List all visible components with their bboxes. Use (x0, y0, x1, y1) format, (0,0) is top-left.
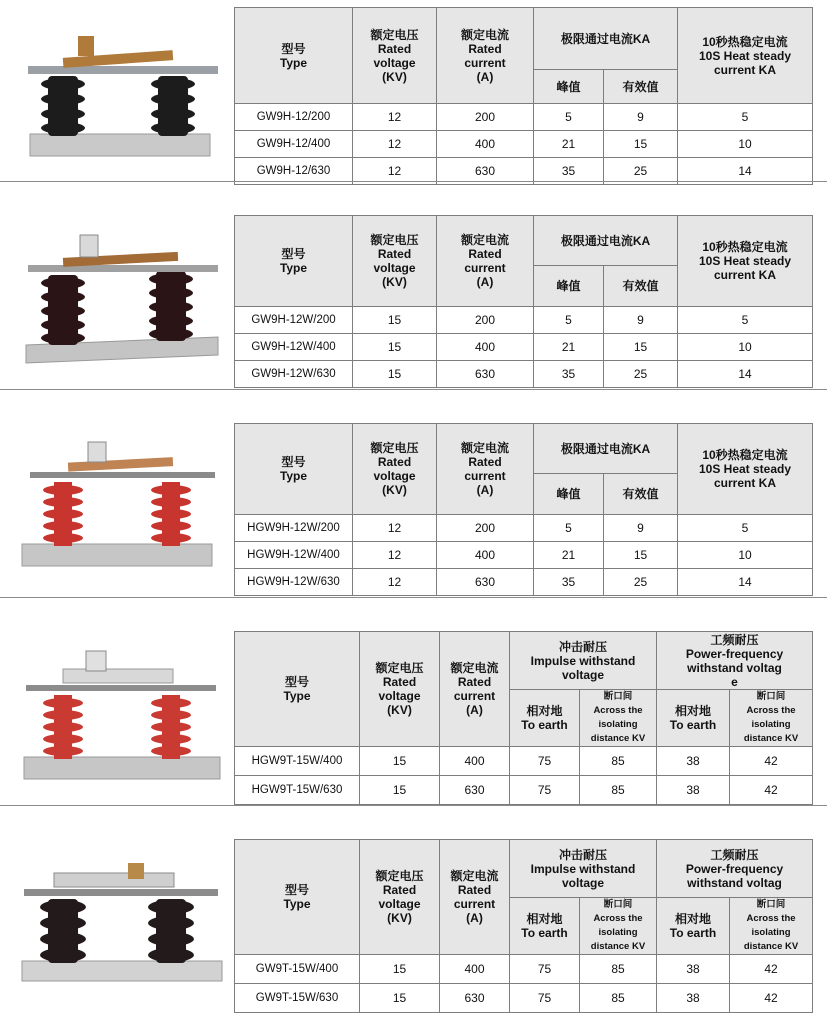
table-cell: 25 (604, 158, 678, 185)
table-cell: 85 (580, 776, 657, 805)
table-cell: 38 (657, 955, 730, 984)
table-cell: GW9H-12/400 (235, 131, 353, 158)
type-header (235, 8, 353, 104)
table-cell: 15 (360, 984, 440, 1013)
insulator-right (149, 271, 193, 341)
table-row (235, 514, 813, 541)
insulator-right (151, 695, 191, 759)
header-text: (KV) (387, 911, 412, 925)
header-text: 冲击耐压 (558, 847, 607, 862)
rated-current-header (440, 632, 510, 747)
header-text: 额定电流 (460, 27, 509, 42)
table-cell: 10 (678, 541, 813, 568)
header-text: isolating (598, 719, 638, 730)
rated-voltage-header (360, 840, 440, 955)
isolator-illustration (8, 14, 230, 164)
limit-current-header: 极限通过电流KA (534, 424, 678, 474)
header-text: 10秒热稳定电流 (702, 447, 788, 462)
header-text: Rated (457, 883, 492, 897)
table-cell: 15 (360, 747, 440, 776)
table-cell: 400 (437, 541, 534, 568)
table-cell: 14 (678, 360, 813, 387)
table-cell: 200 (437, 514, 534, 541)
header-text: Rated (377, 41, 412, 56)
header-text: voltage (561, 875, 604, 890)
table-cell: HGW9T-15W/630 (235, 776, 360, 805)
header-text: 额定电流 (460, 232, 509, 247)
table-cell: 630 (437, 568, 534, 595)
header-text: 10秒热稳定电流 (702, 239, 788, 254)
table-cell: 5 (678, 104, 813, 131)
table-cell: 12 (353, 104, 437, 131)
disconnect-switch-photo-5 (8, 855, 230, 985)
table-cell: 12 (353, 541, 437, 568)
table-cell: 15 (604, 541, 678, 568)
table-cell: 35 (534, 158, 604, 185)
header-text: Rated (382, 675, 417, 689)
table-cell: 15 (353, 333, 437, 360)
table-cell: 5 (678, 514, 813, 541)
header-text: current KA (713, 475, 776, 490)
disconnect-switch-photo-1 (8, 14, 230, 164)
rated-current-header (440, 840, 510, 955)
header-text: Rated (468, 454, 502, 469)
header-text: current KA (713, 62, 776, 77)
disconnect-switch-photo-4 (8, 645, 230, 785)
table-cell: 630 (440, 984, 510, 1013)
peak-header: 峰值 (534, 266, 604, 306)
insulator-left (41, 76, 85, 136)
insulator-left (41, 275, 85, 345)
section-divider (0, 805, 827, 806)
table-row (235, 131, 813, 158)
table-cell: 38 (657, 747, 730, 776)
table-cell: 15 (353, 306, 437, 333)
spec-table-4 (234, 631, 813, 805)
header-text: 型号 (284, 675, 309, 689)
rated-current-header (437, 424, 534, 515)
table-row (235, 776, 813, 805)
header-text: To earth (669, 926, 717, 940)
insulator-left (43, 695, 83, 759)
table-cell: HGW9H-12W/200 (235, 514, 353, 541)
limit-current-header: 极限通过电流KA (534, 8, 678, 70)
limit-current-header: 极限通过电流KA (534, 216, 678, 266)
table-cell: 35 (534, 360, 604, 387)
header-text: (A) (466, 703, 483, 717)
section-divider (0, 597, 827, 598)
table-cell: 10 (678, 131, 813, 158)
header-text: Power-frequency (685, 861, 784, 876)
to-earth-header (657, 690, 730, 747)
table-cell: 400 (440, 747, 510, 776)
type-header (235, 632, 360, 747)
header-text: 额定电压 (370, 440, 419, 455)
header-text: 型号 (281, 246, 306, 261)
header-text: 工频耐压 (710, 632, 759, 647)
table-cell: 85 (580, 747, 657, 776)
header-text: (KV) (382, 482, 407, 497)
header-text: voltage (373, 55, 416, 70)
header-text: distance KV (590, 941, 646, 952)
spec-table-1 (234, 7, 813, 185)
table-cell: 21 (534, 333, 604, 360)
table-cell: 12 (353, 158, 437, 185)
table-cell: 15 (353, 360, 437, 387)
header-text: 型号 (281, 41, 306, 56)
header-text: Type (279, 55, 308, 70)
table-cell: GW9T-15W/630 (235, 984, 360, 1013)
table-cell: 12 (353, 514, 437, 541)
header-text: Type (283, 897, 311, 911)
table-cell: 42 (730, 955, 813, 984)
peak-header: 峰值 (534, 70, 604, 104)
type-header (235, 424, 353, 515)
table-row (235, 104, 813, 131)
isolating-distance-header (730, 898, 813, 955)
table-cell: 9 (604, 104, 678, 131)
table-cell: 5 (678, 306, 813, 333)
table-cell: 400 (437, 333, 534, 360)
table-cell: 15 (360, 955, 440, 984)
power-frequency-header (657, 632, 813, 690)
header-text: voltage (378, 897, 421, 911)
insulator-right (151, 76, 195, 136)
header-text: 额定电流 (450, 661, 499, 675)
header-text: (A) (476, 69, 494, 84)
header-text: 额定电压 (375, 869, 424, 883)
table-cell: 630 (437, 158, 534, 185)
header-text: current (464, 260, 506, 275)
header-text: Across the (593, 913, 643, 924)
header-text: To earth (521, 718, 568, 732)
header-text: 冲击耐压 (558, 639, 607, 654)
header-text: voltage (373, 260, 416, 275)
table-cell: 9 (604, 514, 678, 541)
header-text: (KV) (382, 69, 407, 84)
table-cell: 15 (604, 131, 678, 158)
impulse-withstand-header (510, 632, 657, 690)
table-cell: HGW9H-12W/630 (235, 568, 353, 595)
header-text: isolating (751, 927, 791, 938)
table-row (235, 360, 813, 387)
table-cell: 42 (730, 776, 813, 805)
table-cell: 85 (580, 955, 657, 984)
table-cell: 25 (604, 360, 678, 387)
table-cell: 85 (580, 984, 657, 1013)
table-cell: 75 (510, 747, 580, 776)
table-row (235, 568, 813, 595)
header-text: 相对地 (674, 912, 711, 926)
header-text: Type (279, 468, 308, 483)
header-text: current (464, 55, 506, 70)
header-text: isolating (751, 719, 791, 730)
table-cell: 14 (678, 568, 813, 595)
header-text: current (453, 689, 496, 703)
table-cell: GW9T-15W/400 (235, 955, 360, 984)
header-text: 10S Heat steady (698, 48, 792, 63)
table-cell: HGW9H-12W/400 (235, 541, 353, 568)
table-cell: 400 (437, 131, 534, 158)
header-text: Rated (468, 41, 502, 56)
header-text: (A) (476, 274, 494, 289)
table-row (235, 306, 813, 333)
header-text: Across the (593, 705, 643, 716)
header-text: 相对地 (526, 704, 563, 718)
spec-table-5 (234, 839, 813, 1013)
table-cell: 42 (730, 984, 813, 1013)
header-text: Rated (377, 246, 412, 261)
header-text: Rated (377, 454, 412, 469)
header-text: distance KV (743, 733, 799, 744)
header-text: current (453, 897, 496, 911)
header-text: 相对地 (526, 912, 563, 926)
header-text: isolating (598, 927, 638, 938)
table-cell: 21 (534, 131, 604, 158)
table-cell: 5 (534, 514, 604, 541)
table-cell: 75 (510, 984, 580, 1013)
table-cell: 42 (730, 747, 813, 776)
heat-steady-header (678, 216, 813, 307)
table-cell: 75 (510, 955, 580, 984)
insulator-left (43, 482, 83, 546)
to-earth-header (657, 898, 730, 955)
header-text: distance KV (743, 941, 799, 952)
header-text: Impulse withstand (530, 653, 636, 668)
header-text: Type (283, 689, 311, 703)
header-text: Impulse withstand (530, 861, 636, 876)
insulator-right (151, 482, 191, 546)
insulator-right (148, 899, 194, 963)
type-header (235, 840, 360, 955)
isolating-distance-header (580, 690, 657, 747)
header-text: 10S Heat steady (698, 461, 792, 476)
header-text: 断口间 (603, 899, 633, 910)
table-cell: GW9H-12W/400 (235, 333, 353, 360)
table-cell: 400 (440, 955, 510, 984)
table-cell: GW9H-12W/200 (235, 306, 353, 333)
table-row (235, 541, 813, 568)
table-cell: 21 (534, 541, 604, 568)
header-text: 断口间 (756, 899, 786, 910)
header-text: Power-frequency (685, 646, 784, 661)
table-cell: 14 (678, 158, 813, 185)
table-cell: 200 (437, 104, 534, 131)
rated-current-header (437, 8, 534, 104)
table-row (235, 747, 813, 776)
header-text: Across the (746, 705, 796, 716)
rated-voltage-header (353, 8, 437, 104)
effective-header: 有效值 (604, 266, 678, 306)
header-text: To earth (521, 926, 568, 940)
table-cell: 38 (657, 776, 730, 805)
header-text: 断口间 (756, 691, 786, 702)
header-text: e (731, 674, 738, 689)
header-text: voltage (378, 689, 421, 703)
table-row (235, 955, 813, 984)
header-text: 额定电流 (450, 869, 499, 883)
header-text: 断口间 (603, 691, 633, 702)
table-cell: HGW9T-15W/400 (235, 747, 360, 776)
table-cell: 5 (534, 306, 604, 333)
table-cell: 9 (604, 306, 678, 333)
table-cell: 35 (534, 568, 604, 595)
rated-voltage-header (360, 632, 440, 747)
header-text: Rated (468, 246, 502, 261)
table-cell: 200 (437, 306, 534, 333)
header-text: withstand voltag (687, 875, 782, 890)
header-text: Type (279, 260, 308, 275)
header-text: (A) (466, 911, 483, 925)
insulator-left (40, 899, 86, 963)
rated-current-header (437, 216, 534, 307)
table-cell: 25 (604, 568, 678, 595)
header-text: current (464, 468, 506, 483)
header-text: To earth (669, 718, 717, 732)
header-text: current KA (713, 267, 776, 282)
header-text: 额定电压 (370, 27, 419, 42)
header-text: voltage (373, 468, 416, 483)
effective-header: 有效值 (604, 70, 678, 104)
header-text: Rated (457, 675, 492, 689)
table-cell: 15 (360, 776, 440, 805)
header-text: 相对地 (674, 704, 711, 718)
table-row (235, 333, 813, 360)
to-earth-header (510, 690, 580, 747)
header-text: 额定电压 (370, 232, 419, 247)
spec-table-2 (234, 215, 813, 388)
isolating-distance-header (580, 898, 657, 955)
header-text: 额定电流 (460, 440, 509, 455)
table-cell: 15 (604, 333, 678, 360)
header-text: 额定电压 (375, 661, 424, 675)
type-header (235, 216, 353, 307)
header-text: 型号 (281, 454, 306, 469)
header-text: Rated (382, 883, 417, 897)
table-cell: 10 (678, 333, 813, 360)
rated-voltage-header (353, 216, 437, 307)
rated-voltage-header (353, 424, 437, 515)
header-text: Across the (746, 913, 796, 924)
heat-steady-header (678, 424, 813, 515)
table-cell: 38 (657, 984, 730, 1013)
table-cell: 12 (353, 568, 437, 595)
table-cell: 75 (510, 776, 580, 805)
header-text: withstand voltag (687, 660, 782, 675)
header-text: (KV) (382, 274, 407, 289)
disconnect-switch-photo-3 (8, 432, 230, 572)
header-text: (A) (476, 482, 494, 497)
table-cell: GW9H-12W/630 (235, 360, 353, 387)
header-text: 10秒热稳定电流 (702, 34, 788, 49)
impulse-withstand-header (510, 840, 657, 898)
table-cell: 5 (534, 104, 604, 131)
header-text: voltage (561, 667, 604, 682)
table-row (235, 984, 813, 1013)
header-text: distance KV (590, 733, 646, 744)
header-text: 工频耐压 (710, 847, 759, 862)
section-divider (0, 181, 827, 182)
to-earth-header (510, 898, 580, 955)
header-text: (KV) (387, 703, 412, 717)
heat-steady-header (678, 8, 813, 104)
table-cell: GW9H-12/200 (235, 104, 353, 131)
table-cell: 12 (353, 131, 437, 158)
power-frequency-header (657, 840, 813, 898)
table-cell: 630 (440, 776, 510, 805)
spec-table-3 (234, 423, 813, 596)
effective-header: 有效值 (604, 474, 678, 514)
table-cell: 630 (437, 360, 534, 387)
section-divider (0, 389, 827, 390)
header-text: 10S Heat steady (698, 253, 792, 268)
table-cell: GW9H-12/630 (235, 158, 353, 185)
peak-header: 峰值 (534, 474, 604, 514)
isolating-distance-header (730, 690, 813, 747)
header-text: 型号 (284, 883, 309, 897)
disconnect-switch-photo-2 (8, 225, 230, 370)
